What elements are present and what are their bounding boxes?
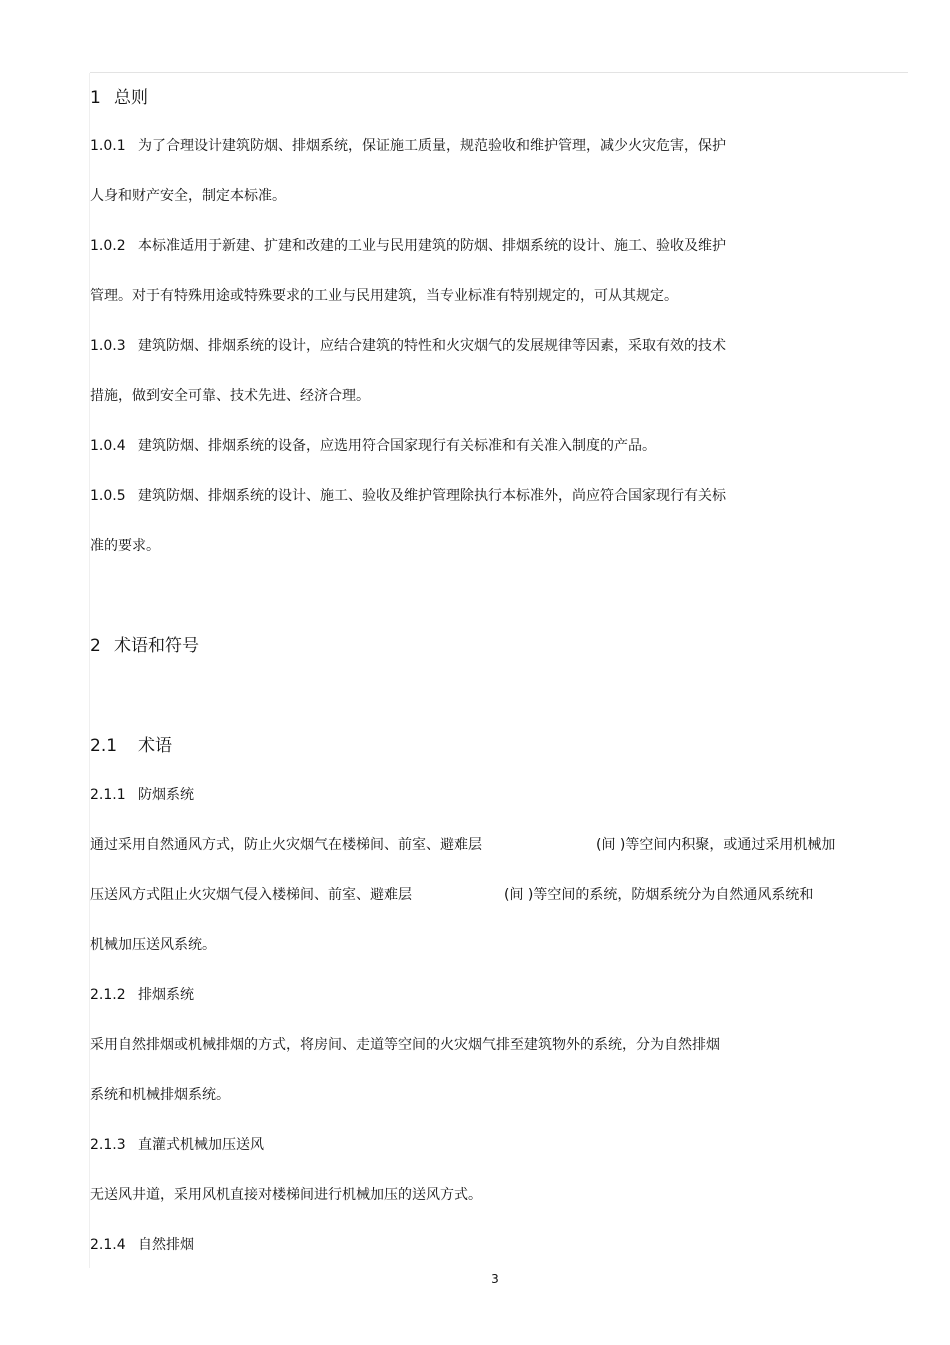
term-title: 防烟系统 <box>138 787 194 803</box>
clause-text: 建筑防烟、排烟系统的设计，应结合建筑的特性和火灾烟气的发展规律等因素，采取有效的技术 <box>138 338 726 354</box>
clause-number: 1.0.3 <box>90 338 126 354</box>
section-1-title: 总则 <box>114 88 148 108</box>
clause-1-0-5-line-2: 准的要求。 <box>90 538 160 554</box>
clause-number: 1.0.5 <box>90 488 126 504</box>
term-number: 2.1.4 <box>90 1237 126 1253</box>
term-title: 排烟系统 <box>138 987 194 1003</box>
clause-1-0-1-line-1 <box>90 137 726 155</box>
term-2-1-2-line-2: 系统和机械排烟系统。 <box>90 1087 230 1103</box>
subsection-2-1-heading <box>90 735 172 757</box>
term-2-1-4-heading <box>90 1236 194 1254</box>
term-number: 2.1.2 <box>90 987 126 1003</box>
clause-number: 1.0.2 <box>90 238 126 254</box>
term-2-1-3-line-1: 无送风井道，采用风机直接对楼梯间进行机械加压的送风方式。 <box>90 1187 482 1203</box>
clause-number: 1.0.1 <box>90 138 126 154</box>
clause-1-0-2-line-2: 管理。对于有特殊用途或特殊要求的工业与民用建筑，当专业标准有特别规定的，可从其规定。 <box>90 288 678 304</box>
clause-1-0-4-line-1 <box>90 437 656 455</box>
section-2-number: 2 <box>90 636 101 656</box>
subsection-title: 术语 <box>138 736 172 756</box>
section-1-number: 1 <box>90 88 101 108</box>
page-number: 3 <box>491 1272 499 1286</box>
term-number: 2.1.3 <box>90 1137 126 1153</box>
clause-text: 建筑防烟、排烟系统的设备，应选用符合国家现行有关标准和有关准入制度的产品。 <box>138 438 656 454</box>
term-2-1-1-line-1a: 通过采用自然通风方式，防止火灾烟气在楼梯间、前室、避难层 <box>90 837 482 853</box>
clause-text: 为了合理设计建筑防烟、排烟系统，保证施工质量，规范验收和维护管理，减少火灾危害，保护 <box>138 138 726 154</box>
clause-1-0-2-line-1 <box>90 237 726 255</box>
clause-1-0-3-line-2: 措施，做到安全可靠、技术先进、经济合理。 <box>90 388 370 404</box>
term-2-1-2-line-1: 采用自然排烟或机械排烟的方式，将房间、走道等空间的火灾烟气排至建筑物外的系统，分为自然排烟 <box>90 1037 720 1053</box>
subsection-number: 2.1 <box>90 736 118 756</box>
clause-text: 本标准适用于新建、扩建和改建的工业与民用建筑的防烟、排烟系统的设计、施工、验收及维护 <box>138 238 726 254</box>
clause-1-0-1-line-2: 人身和财产安全，制定本标准。 <box>90 188 286 204</box>
term-2-1-1-line-1b: (间 )等空间内积聚，或通过采用机械加 <box>596 837 836 853</box>
term-2-1-1-line-3: 机械加压送风系统。 <box>90 937 216 953</box>
section-1-heading <box>90 87 148 109</box>
term-title: 自然排烟 <box>138 1237 194 1253</box>
clause-1-0-5-line-1 <box>90 487 726 505</box>
term-2-1-1-heading <box>90 786 194 804</box>
header-rule <box>90 72 908 73</box>
clause-number: 1.0.4 <box>90 438 126 454</box>
term-title: 直灌式机械加压送风 <box>138 1137 264 1153</box>
section-2-heading <box>90 635 199 657</box>
term-2-1-2-heading <box>90 986 194 1004</box>
clause-text: 建筑防烟、排烟系统的设计、施工、验收及维护管理除执行本标准外，尚应符合国家现行有关标 <box>138 488 726 504</box>
section-2-title: 术语和符号 <box>114 636 199 656</box>
term-2-1-1-line-2b: (间 )等空间的系统，防烟系统分为自然通风系统和 <box>504 887 814 903</box>
term-2-1-3-heading <box>90 1136 264 1154</box>
term-2-1-1-line-2a: 压送风方式阻止火灾烟气侵入楼梯间、前室、避难层 <box>90 887 412 903</box>
clause-1-0-3-line-1 <box>90 337 726 355</box>
term-number: 2.1.1 <box>90 787 126 803</box>
